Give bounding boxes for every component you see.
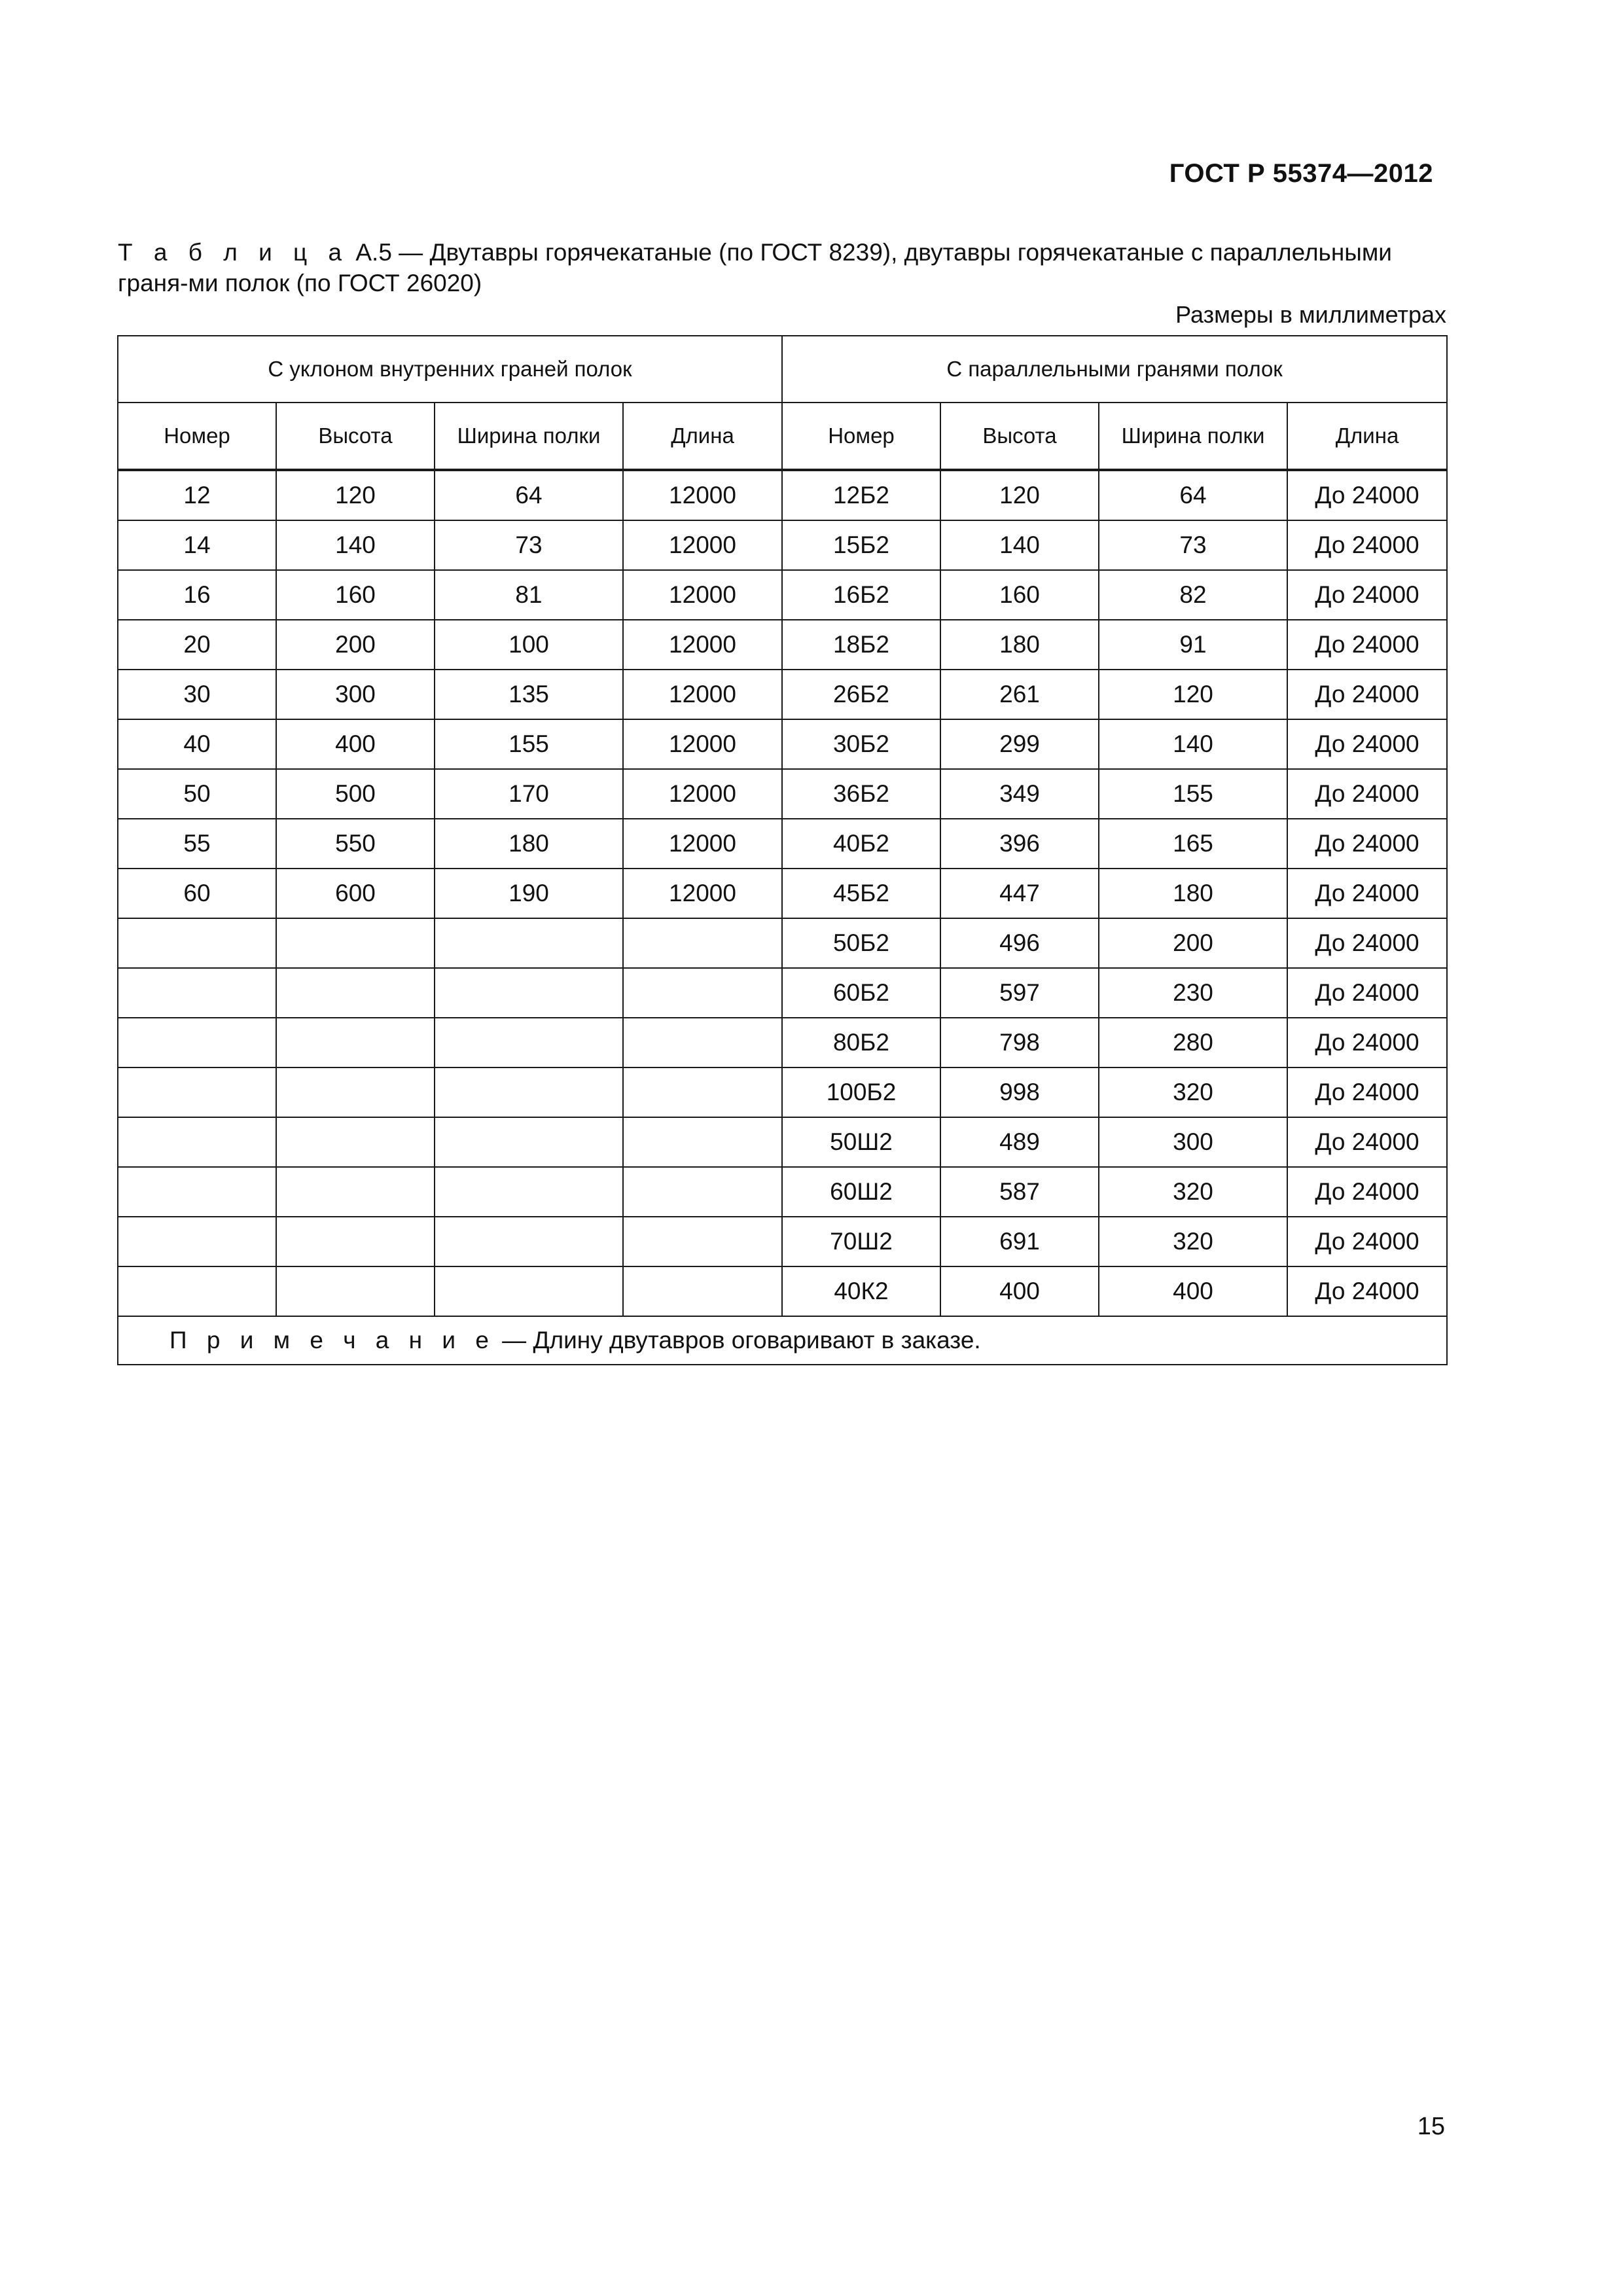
- table-cell: 12Б2: [782, 470, 940, 520]
- table-cell: 12000: [623, 570, 782, 620]
- table-cell: [276, 1117, 435, 1167]
- table-cell: 587: [940, 1167, 1099, 1217]
- table-cell: 60Ш2: [782, 1167, 940, 1217]
- table-cell: 140: [276, 520, 435, 570]
- table-row: [118, 719, 1447, 769]
- table-cell: 597: [940, 968, 1099, 1018]
- table-cell: 160: [276, 570, 435, 620]
- column-header: Ширина полки: [435, 403, 623, 470]
- table-caption-text: А.5 — Двутавры горячекатаные (по ГОСТ 8239), двутавры горячекатаные с параллельными граня-ми полок (по ГОСТ 26020): [118, 239, 1392, 296]
- table-cell: До 24000: [1287, 968, 1447, 1018]
- table-cell: [623, 968, 782, 1018]
- document-code: ГОСТ Р 55374—2012: [1169, 159, 1433, 188]
- table-cell: 447: [940, 869, 1099, 918]
- table-cell: 45Б2: [782, 869, 940, 918]
- table-cell: 798: [940, 1018, 1099, 1067]
- table-cell: 120: [276, 470, 435, 520]
- table-cell: 155: [1099, 769, 1287, 819]
- table-note-text: — Длину двутавров оговаривают в заказе.: [495, 1327, 981, 1354]
- table-row: [118, 1217, 1447, 1266]
- table-row: [118, 769, 1447, 819]
- table-cell: 165: [1099, 819, 1287, 869]
- table-cell: 26Б2: [782, 670, 940, 719]
- table-cell: [118, 1117, 276, 1167]
- table-cell: 160: [940, 570, 1099, 620]
- table-cell: 55: [118, 819, 276, 869]
- table-cell: [435, 1266, 623, 1316]
- table-cell: [623, 1067, 782, 1117]
- table-cell: 80Б2: [782, 1018, 940, 1067]
- table-cell: 140: [1099, 719, 1287, 769]
- table-cell: 320: [1099, 1217, 1287, 1266]
- table-row: [118, 1266, 1447, 1316]
- table-cell: 70Ш2: [782, 1217, 940, 1266]
- table-cell: [623, 1167, 782, 1217]
- dimensions-table: [117, 335, 1448, 1365]
- table-row: [118, 918, 1447, 968]
- table-cell: 64: [435, 470, 623, 520]
- table-row: [118, 1018, 1447, 1067]
- table-cell: 30: [118, 670, 276, 719]
- table-cell: 14: [118, 520, 276, 570]
- table-cell: 691: [940, 1217, 1099, 1266]
- table-cell: До 24000: [1287, 470, 1447, 520]
- table-cell: 18Б2: [782, 620, 940, 670]
- table-cell: 496: [940, 918, 1099, 968]
- column-header: Длина: [623, 403, 782, 470]
- table-cell: 12000: [623, 869, 782, 918]
- table-cell: [623, 1117, 782, 1167]
- table-cell: [435, 968, 623, 1018]
- table-cell: 320: [1099, 1067, 1287, 1117]
- table-row: [118, 470, 1447, 520]
- table-cell: [623, 1266, 782, 1316]
- table-cell: 500: [276, 769, 435, 819]
- table-cell: 12: [118, 470, 276, 520]
- table-cell: До 24000: [1287, 1167, 1447, 1217]
- table-cell: 12000: [623, 470, 782, 520]
- table-cell: 280: [1099, 1018, 1287, 1067]
- table-cell: 180: [1099, 869, 1287, 918]
- table-cell: 73: [1099, 520, 1287, 570]
- table-cell: 349: [940, 769, 1099, 819]
- table-cell: До 24000: [1287, 670, 1447, 719]
- table-cell: [435, 1018, 623, 1067]
- table-cell: До 24000: [1287, 1018, 1447, 1067]
- group-header-parallel: С параллельными гранями полок: [782, 336, 1447, 403]
- table-cell: 81: [435, 570, 623, 620]
- table-cell: До 24000: [1287, 570, 1447, 620]
- column-header: Высота: [940, 403, 1099, 470]
- table-cell: [276, 1167, 435, 1217]
- table-cell: 135: [435, 670, 623, 719]
- table-cell: [276, 1266, 435, 1316]
- table-cell: [118, 918, 276, 968]
- table-cell: До 24000: [1287, 719, 1447, 769]
- table-cell: 40К2: [782, 1266, 940, 1316]
- table-cell: 155: [435, 719, 623, 769]
- table-cell: 16: [118, 570, 276, 620]
- table-row: [118, 1067, 1447, 1117]
- table-cell: 170: [435, 769, 623, 819]
- column-header: Номер: [782, 403, 940, 470]
- table-cell: До 24000: [1287, 1217, 1447, 1266]
- table-cell: [118, 1217, 276, 1266]
- table-cell: 320: [1099, 1167, 1287, 1217]
- table-cell: [118, 1067, 276, 1117]
- table-cell: 60: [118, 869, 276, 918]
- table-cell: 12000: [623, 620, 782, 670]
- table-cell: 40Б2: [782, 819, 940, 869]
- table-cell: [435, 1167, 623, 1217]
- table-cell: 261: [940, 670, 1099, 719]
- table-cell: 15Б2: [782, 520, 940, 570]
- table-cell: 64: [1099, 470, 1287, 520]
- table-cell: 300: [276, 670, 435, 719]
- table-cell: До 24000: [1287, 520, 1447, 570]
- table-cell: 50Б2: [782, 918, 940, 968]
- table-cell: 16Б2: [782, 570, 940, 620]
- table-cell: 120: [1099, 670, 1287, 719]
- table-cell: [623, 1018, 782, 1067]
- table-cell: 998: [940, 1067, 1099, 1117]
- table-cell: [435, 1217, 623, 1266]
- table-cell: 73: [435, 520, 623, 570]
- table-cell: 489: [940, 1117, 1099, 1167]
- table-cell: 36Б2: [782, 769, 940, 819]
- table-cell: [276, 918, 435, 968]
- table-row: [118, 620, 1447, 670]
- column-header: Высота: [276, 403, 435, 470]
- table-cell: 396: [940, 819, 1099, 869]
- table-cell: 120: [940, 470, 1099, 520]
- column-header: Номер: [118, 403, 276, 470]
- table-note: [118, 1316, 1447, 1365]
- table-row: [118, 1117, 1447, 1167]
- table-cell: 82: [1099, 570, 1287, 620]
- table-cell: 400: [276, 719, 435, 769]
- table-cell: 60Б2: [782, 968, 940, 1018]
- table-cell: [118, 1167, 276, 1217]
- table-row: [118, 570, 1447, 620]
- table-cell: До 24000: [1287, 620, 1447, 670]
- table-cell: 550: [276, 819, 435, 869]
- table-cell: 100Б2: [782, 1067, 940, 1117]
- table-caption-label: Т а б л и ц а: [118, 239, 349, 266]
- table-cell: 100: [435, 620, 623, 670]
- table-cell: [276, 1067, 435, 1117]
- table-cell: До 24000: [1287, 819, 1447, 869]
- table-cell: До 24000: [1287, 769, 1447, 819]
- table-cell: 12000: [623, 670, 782, 719]
- table-caption: [118, 237, 1443, 298]
- table-cell: 30Б2: [782, 719, 940, 769]
- group-header-tapered: С уклоном внутренних граней полок: [118, 336, 782, 403]
- table-cell: 200: [1099, 918, 1287, 968]
- table-cell: [118, 1018, 276, 1067]
- table-cell: 190: [435, 869, 623, 918]
- table-cell: 200: [276, 620, 435, 670]
- table-cell: 12000: [623, 769, 782, 819]
- table-cell: [623, 1217, 782, 1266]
- table-cell: 180: [940, 620, 1099, 670]
- units-note: Размеры в миллиметрах: [1175, 301, 1446, 328]
- table-cell: [435, 1117, 623, 1167]
- table-row: [118, 520, 1447, 570]
- table-cell: [435, 1067, 623, 1117]
- column-header: Длина: [1287, 403, 1447, 470]
- table-cell: 180: [435, 819, 623, 869]
- table-cell: [118, 1266, 276, 1316]
- table-cell: 300: [1099, 1117, 1287, 1167]
- table-row: [118, 819, 1447, 869]
- table-cell: До 24000: [1287, 869, 1447, 918]
- table-cell: 140: [940, 520, 1099, 570]
- table-cell: 600: [276, 869, 435, 918]
- table-cell: 230: [1099, 968, 1287, 1018]
- table-cell: [276, 1018, 435, 1067]
- table-cell: До 24000: [1287, 1266, 1447, 1316]
- table-cell: 12000: [623, 520, 782, 570]
- table-cell: 299: [940, 719, 1099, 769]
- table-cell: До 24000: [1287, 918, 1447, 968]
- table-row: [118, 869, 1447, 918]
- table-cell: [623, 918, 782, 968]
- table-cell: 20: [118, 620, 276, 670]
- table-cell: [276, 1217, 435, 1266]
- table-cell: До 24000: [1287, 1067, 1447, 1117]
- table-cell: 50Ш2: [782, 1117, 940, 1167]
- table-cell: 12000: [623, 719, 782, 769]
- table-cell: [118, 968, 276, 1018]
- table-cell: 12000: [623, 819, 782, 869]
- page-number: 15: [1417, 2113, 1445, 2140]
- table-note-label: П р и м е ч а н и е: [169, 1327, 495, 1354]
- table-cell: 50: [118, 769, 276, 819]
- table-row: [118, 1167, 1447, 1217]
- table-row: [118, 670, 1447, 719]
- table-cell: [276, 968, 435, 1018]
- column-header: Ширина полки: [1099, 403, 1287, 470]
- table-cell: 40: [118, 719, 276, 769]
- table-cell: [435, 918, 623, 968]
- table-cell: 400: [940, 1266, 1099, 1316]
- table-row: [118, 968, 1447, 1018]
- table-cell: 400: [1099, 1266, 1287, 1316]
- table-cell: До 24000: [1287, 1117, 1447, 1167]
- table-cell: 91: [1099, 620, 1287, 670]
